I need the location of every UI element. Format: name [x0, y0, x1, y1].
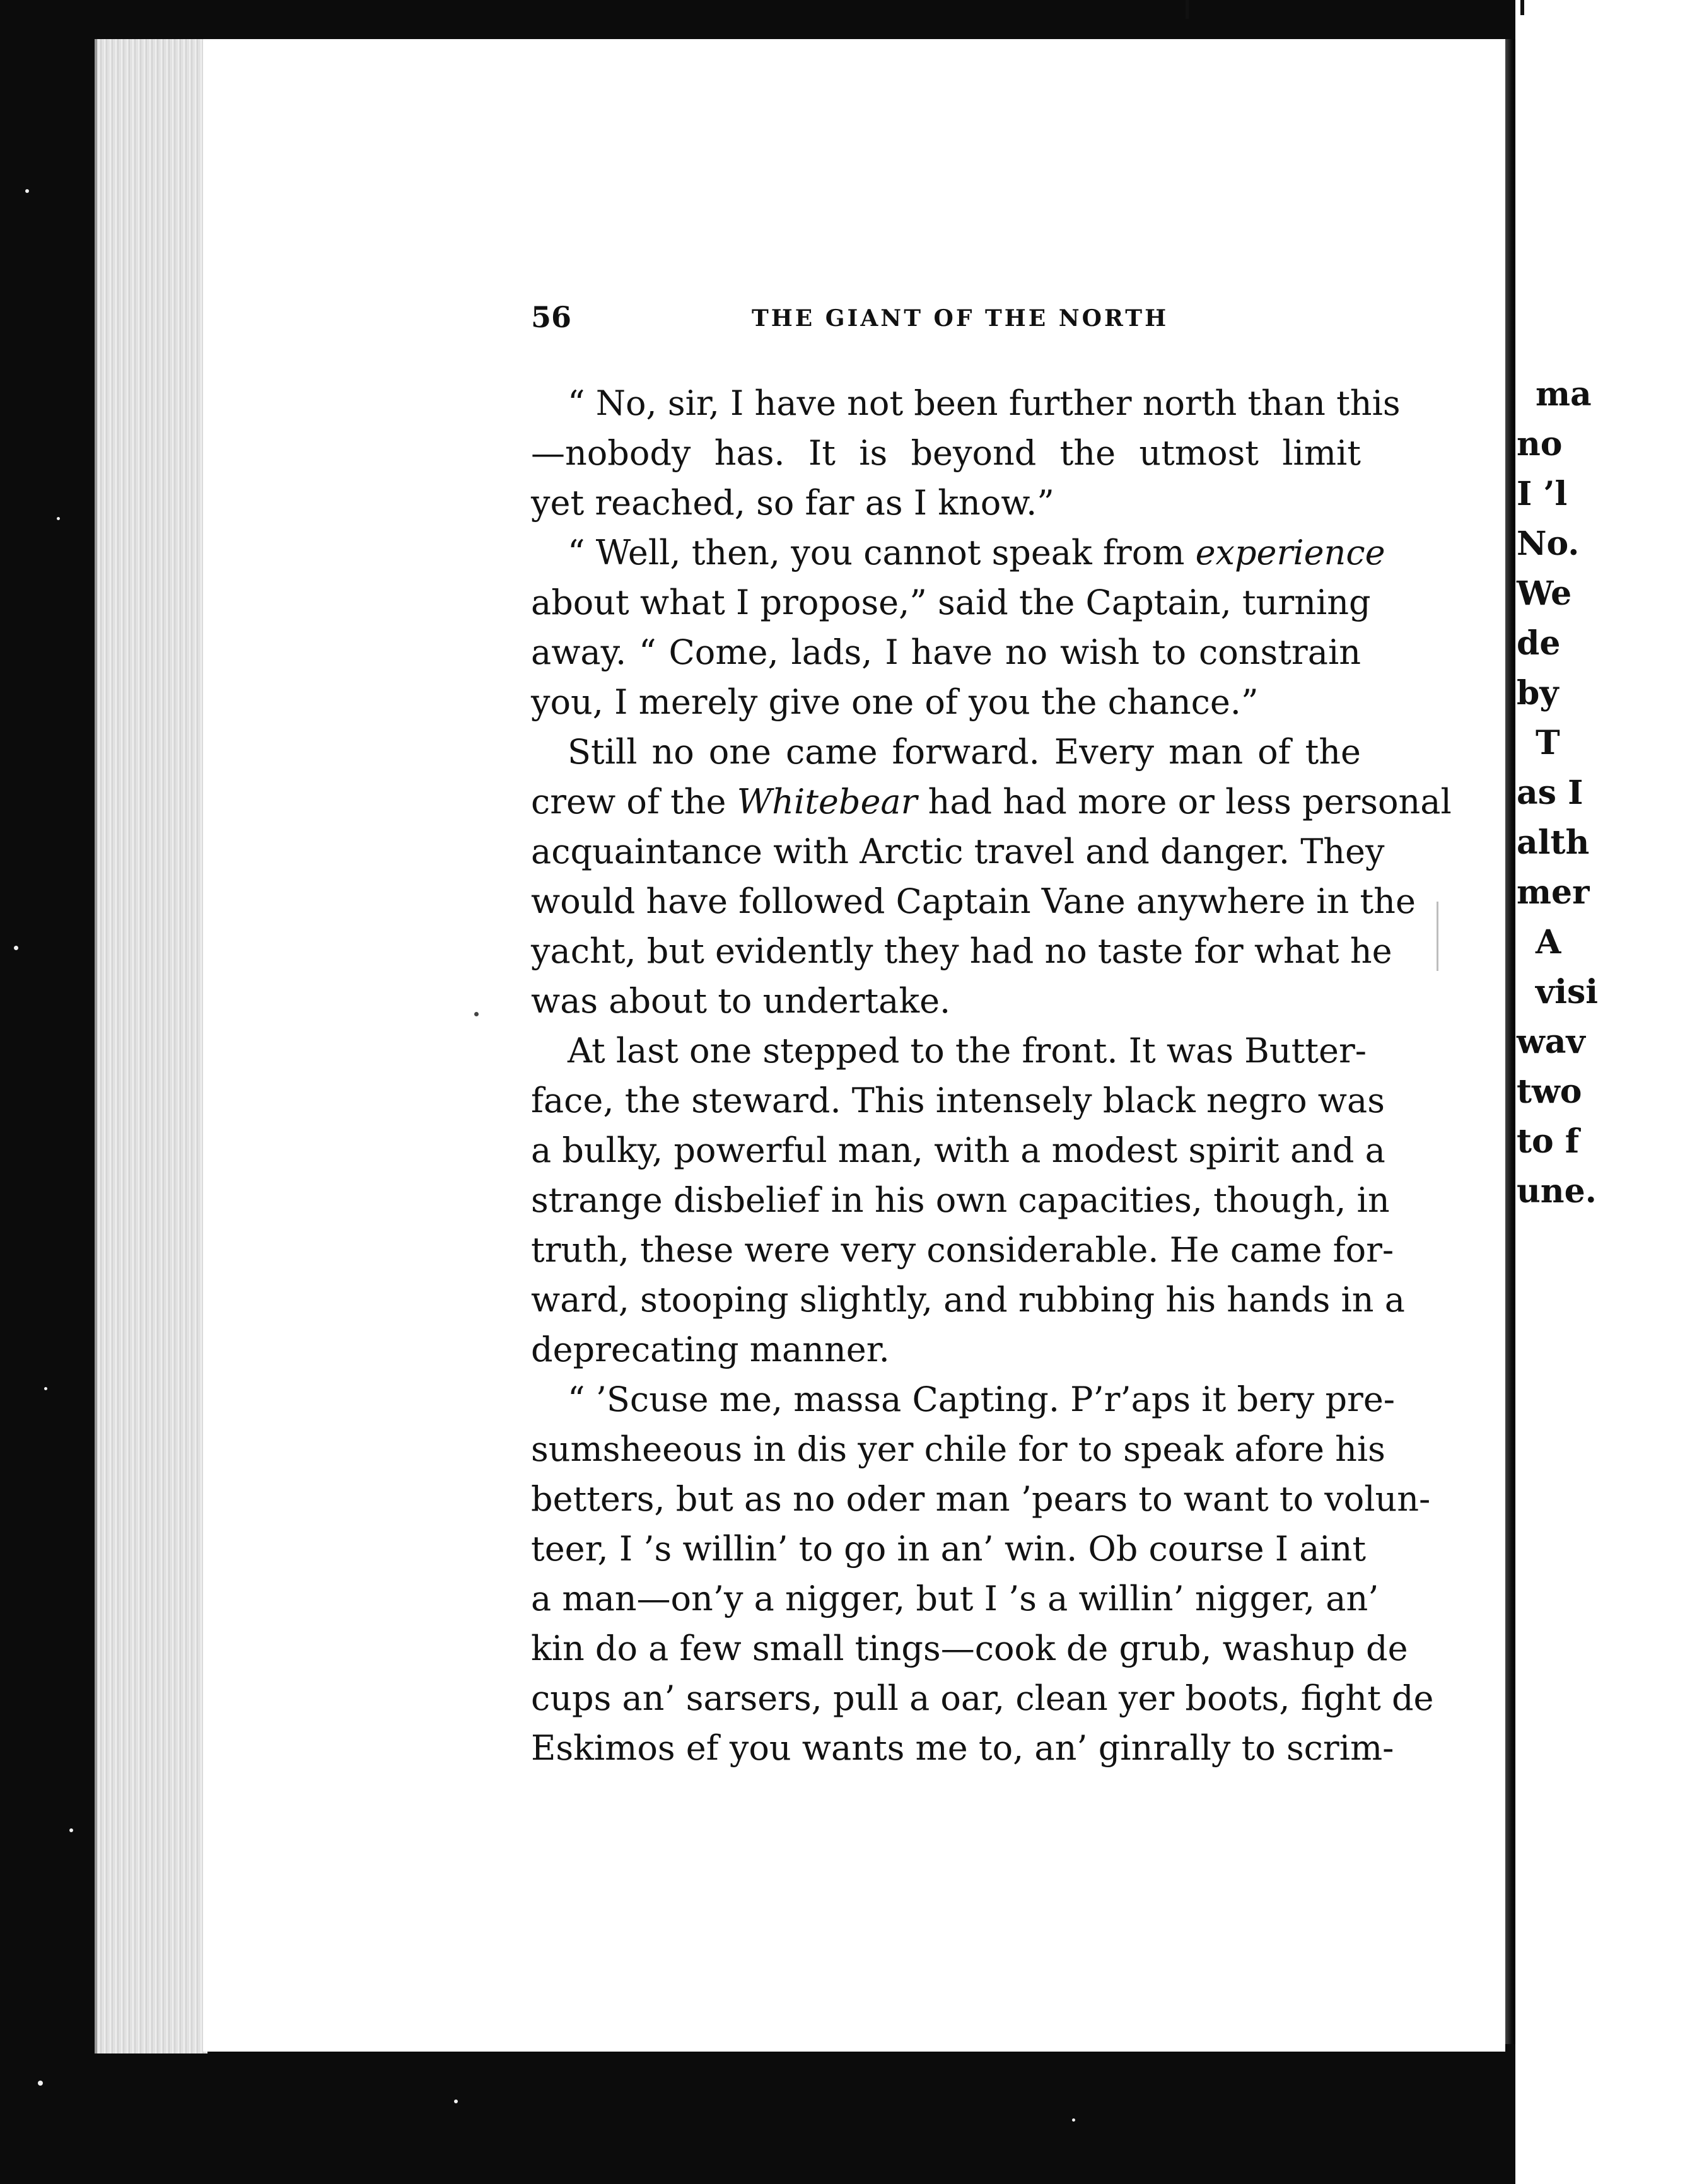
scan-speck	[454, 2100, 458, 2103]
scan-line-mark	[1437, 902, 1438, 971]
italic-word: Whitebear	[737, 782, 918, 822]
text-line: a bulky, powerful man, with a modest spirit and a	[531, 1130, 1385, 1170]
text-line: teer, I ’s willin’ to go in an’ win. Ob course I aint	[531, 1529, 1367, 1569]
page-number: 56	[531, 300, 572, 334]
text-line: Eskimos ef you wants me to, an’ ginrally to scrim-	[531, 1728, 1394, 1768]
scan-speck	[44, 1387, 47, 1390]
text-line: “ No, sir, I have not been further north than this	[568, 383, 1401, 423]
text-line: “ ’Scuse me, massa Capting. P’r’aps it bery pre-	[568, 1380, 1396, 1419]
text-line: At last one stepped to the front. It was Butter-	[568, 1031, 1367, 1071]
text-line: deprecating manner.	[531, 1330, 890, 1369]
facing-page-line: A	[1536, 923, 1561, 961]
facing-page-line: mer	[1517, 873, 1590, 912]
text-line: ward, stooping slightly, and rubbing his hands in a	[531, 1280, 1405, 1320]
facing-page-line: to f	[1517, 1122, 1580, 1161]
text-line: kin do a few small tings—cook de grub, washup de	[531, 1629, 1408, 1668]
scan-dot	[474, 1012, 479, 1016]
crop-mark	[1186, 0, 1189, 19]
text-line: was about to undertake.	[531, 981, 951, 1021]
scan-speck	[1072, 2118, 1075, 2122]
text-line: betters, but as no oder man ’pears to want to volun-	[531, 1479, 1431, 1519]
facing-page-line: We	[1517, 574, 1572, 613]
facing-page-line: visi	[1536, 973, 1598, 1011]
text-line: you, I merely give one of you the chance.”	[531, 682, 1259, 722]
facing-page-fragment	[1515, 0, 1685, 2184]
scan-speck	[57, 517, 60, 520]
facing-page-line: no	[1517, 425, 1563, 463]
running-title: THE GIANT OF THE NORTH	[752, 305, 1169, 332]
body-text	[531, 378, 1452, 1773]
facing-page-line: T	[1536, 724, 1560, 762]
text-line: crew of the Whitebear had had more or less personal	[531, 782, 1452, 822]
scan-speck	[14, 946, 18, 950]
facing-page-line: as I	[1517, 774, 1583, 812]
facing-page-line: wav	[1517, 1023, 1585, 1061]
text-line: yacht, but evidently they had no taste for what he	[531, 931, 1392, 971]
running-head	[531, 300, 1361, 338]
crop-mark	[1520, 0, 1524, 15]
facing-page-line: No.	[1517, 525, 1580, 563]
text-line: acquaintance with Arctic travel and danger. They	[531, 832, 1385, 871]
text-line: a man—on’y a nigger, but I ’s a willin’ nigger, an’	[531, 1579, 1379, 1618]
text-line: yet reached, so far as I know.”	[531, 483, 1054, 523]
facing-page-line: by	[1517, 674, 1559, 712]
text-line: cups an’ sarsers, pull a oar, clean yer boots, fight de	[531, 1678, 1434, 1718]
text-line: truth, these were very considerable. He came for-	[531, 1230, 1394, 1270]
text-line: Still no one came forward. Every man of the	[568, 732, 1361, 772]
facing-page-line: I ’l	[1517, 475, 1568, 513]
text-line: about what I propose,” said the Captain, turning	[531, 583, 1371, 622]
facing-page-line: two	[1517, 1072, 1582, 1111]
text-line: “ Well, then, you cannot speak from experience	[568, 533, 1385, 572]
facing-page-line: de	[1517, 624, 1561, 663]
facing-page-line: ma	[1536, 375, 1592, 414]
facing-page-line: alth	[1517, 823, 1590, 862]
text-line: —nobody has. It is beyond the utmost limit	[531, 433, 1361, 473]
text-line: face, the steward. This intensely black negro was	[531, 1081, 1385, 1120]
page-gutter	[1505, 39, 1515, 2044]
text-line: would have followed Captain Vane anywhere in the	[531, 881, 1416, 921]
text-line: sumsheeous in dis yer chile for to speak afore his	[531, 1429, 1385, 1469]
italic-word: experience	[1195, 533, 1385, 572]
page-stack-edge	[95, 39, 207, 2053]
text-line: strange disbelief in his own capacities, though, in	[531, 1180, 1390, 1220]
scan-speck	[38, 2081, 43, 2086]
scan-speck	[25, 189, 29, 193]
scan-speck	[69, 1828, 73, 1832]
text-line: away. “ Come, lads, I have no wish to constrain	[531, 632, 1361, 672]
facing-page-line: une.	[1517, 1172, 1597, 1211]
